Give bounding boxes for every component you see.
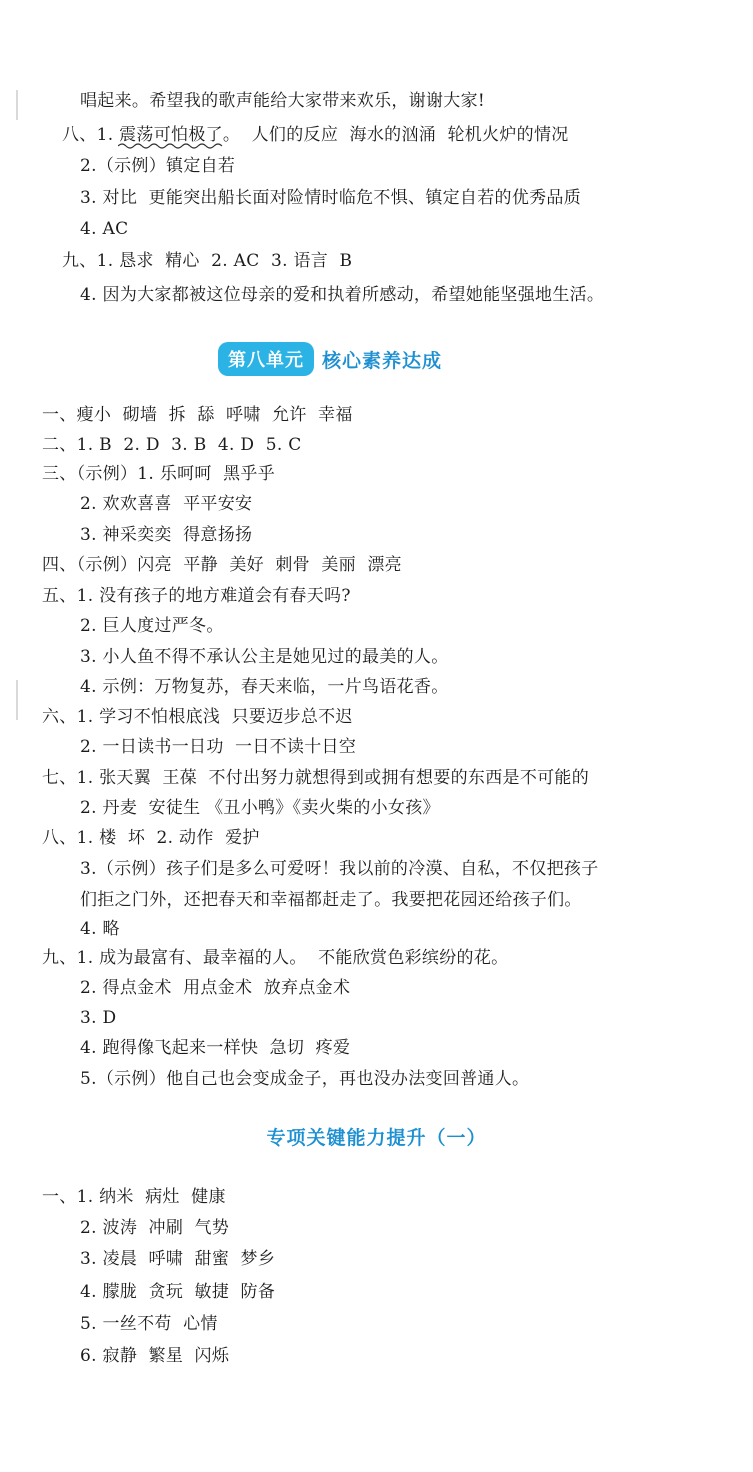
answer-line: 2.（示例）镇定自若 bbox=[80, 156, 236, 176]
unit8-title: 核心素养达成 bbox=[322, 349, 443, 372]
answer-line: 5. 一丝不苟 心情 bbox=[80, 1314, 218, 1334]
answer-line: 2. 欢欢喜喜 平平安安 bbox=[80, 494, 253, 514]
answer-line: 2. 巨人度过严冬。 bbox=[80, 616, 224, 636]
scan-edge-mark bbox=[16, 680, 18, 720]
answer-line: 3. D bbox=[80, 1008, 117, 1028]
answer-line: 5.（示例）他自己也会变成金子，再也没办法变回普通人。 bbox=[80, 1069, 530, 1089]
answer-line: 2. 波涛 冲刷 气势 bbox=[80, 1218, 230, 1238]
answer-line: 们拒之门外，还把春天和幸福都赶走了。我要把花园还给孩子们。 bbox=[80, 890, 582, 910]
answer-line: 3. 凌晨 呼啸 甜蜜 梦乡 bbox=[80, 1249, 276, 1269]
answer-line: 4. 朦胧 贪玩 敏捷 防备 bbox=[80, 1282, 276, 1302]
answer-line: 4. 因为大家都被这位母亲的爱和执着所感动，希望她能坚强地生活。 bbox=[80, 285, 605, 305]
answer-line: 3.（示例）孩子们是多么可爱呀！我以前的冷漠、自私，不仅把孩子 bbox=[80, 859, 599, 879]
answer-line: 2. 得点金术 用点金术 放弃点金术 bbox=[80, 978, 351, 998]
answer-line: 4. 示例：万物复苏，春天来临，一片鸟语花香。 bbox=[80, 677, 449, 697]
unit8-badge: 第八单元 bbox=[218, 342, 314, 376]
special-section-heading: 专项关键能力提升（一） bbox=[266, 1127, 487, 1149]
answer-line: 4. 略 bbox=[80, 919, 120, 939]
answer-line: 八、1. 楼 坏 2. 动作 爱护 bbox=[42, 828, 260, 848]
answer-line: 3. 神采奕奕 得意扬扬 bbox=[80, 525, 253, 545]
answer-line: 一、瘦小 砌墙 拆 舔 呼啸 允许 幸福 bbox=[42, 405, 353, 425]
answer-line: 七、1. 张天翼 王葆 不付出努力就想得到或拥有想要的东西是不可能的 bbox=[42, 768, 590, 788]
answer-line: 2. 丹麦 安徒生 《丑小鸭》《卖火柴的小女孩》 bbox=[80, 798, 440, 818]
answer-line: 五、1. 没有孩子的地方难道会有春天吗? bbox=[42, 586, 351, 606]
answer-line: 九、1. 成为最富有、最幸福的人。 不能欣赏色彩缤纷的花。 bbox=[42, 948, 509, 968]
answer-line: 4. AC bbox=[80, 219, 129, 239]
answer-line: 3. 对比 更能突出船长面对险情时临危不惧、镇定自若的优秀品质 bbox=[80, 188, 582, 208]
answer-line: 2. 一日读书一日功 一日不读十日空 bbox=[80, 737, 357, 757]
unit8-heading bbox=[218, 342, 442, 376]
answer-line: 唱起来。希望我的歌声能给大家带来欢乐，谢谢大家! bbox=[80, 91, 486, 111]
answer-line: 六、1. 学习不怕根底浅 只要迈步总不迟 bbox=[42, 707, 353, 727]
answer-line: 二、1. B 2. D 3. B 4. D 5. C bbox=[42, 435, 302, 455]
scan-edge-mark bbox=[16, 90, 18, 120]
wavy-underline bbox=[118, 142, 226, 150]
answer-line: 八、1. 震荡可怕极了。 人们的反应 海水的汹涌 轮机火炉的情况 bbox=[62, 125, 569, 145]
answer-line: 三、（示例）1. 乐呵呵 黑乎乎 bbox=[42, 464, 276, 484]
answer-line: 4. 跑得像飞起来一样快 急切 疼爱 bbox=[80, 1038, 351, 1058]
answer-line: 3. 小人鱼不得不承认公主是她见过的最美的人。 bbox=[80, 647, 449, 667]
answer-line: 四、（示例）闪亮 平静 美好 刺骨 美丽 漂亮 bbox=[42, 555, 402, 575]
answer-line: 6. 寂静 繁星 闪烁 bbox=[80, 1346, 230, 1366]
answer-line: 九、1. 恳求 精心 2. AC 3. 语言 B bbox=[62, 251, 353, 271]
answer-line: 一、1. 纳米 病灶 健康 bbox=[42, 1187, 226, 1207]
